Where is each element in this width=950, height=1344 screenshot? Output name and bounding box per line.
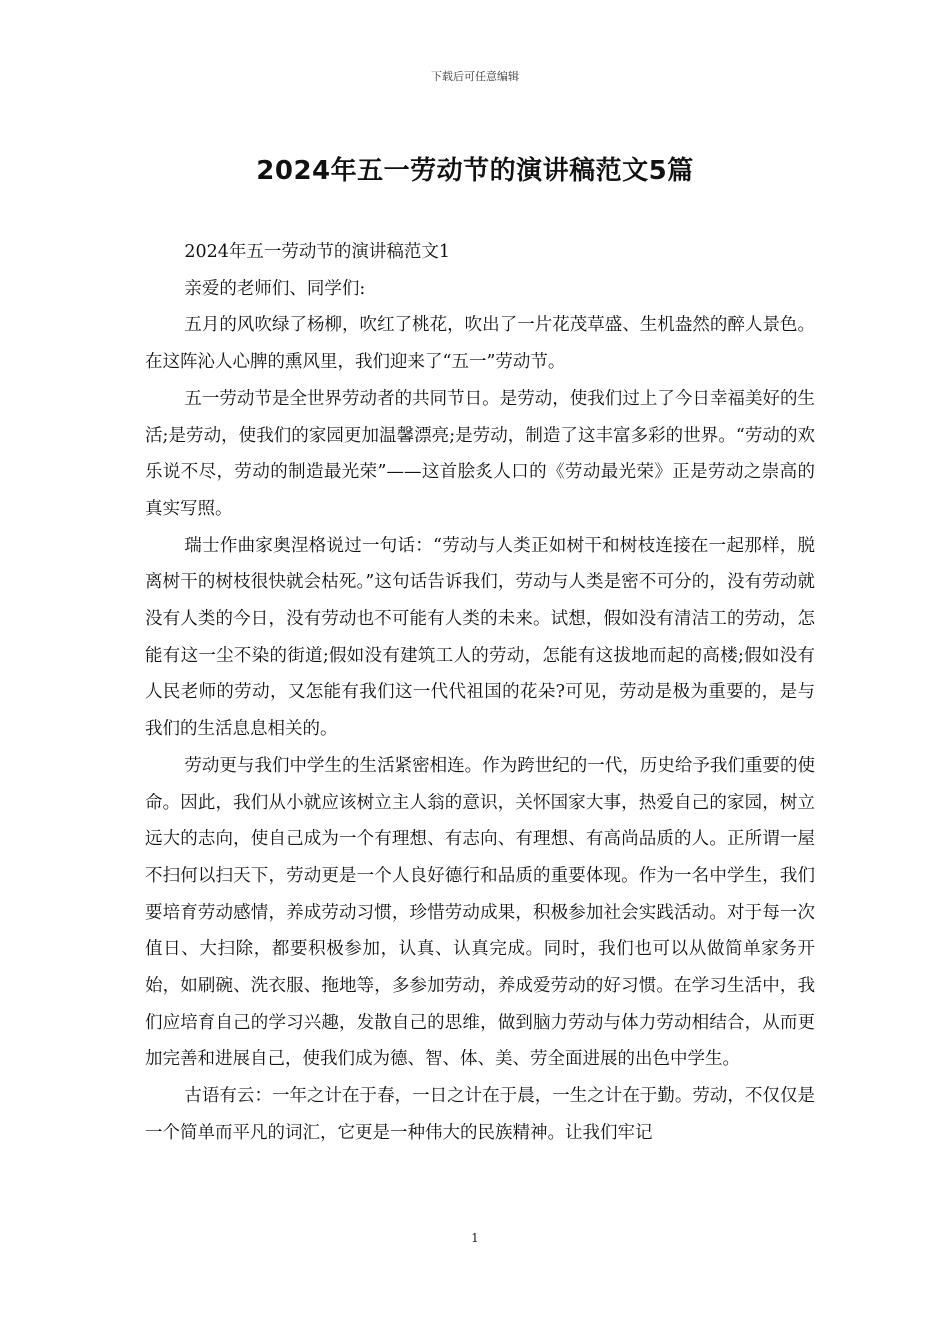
paragraph: 瑞士作曲家奥涅格说过一句话：“劳动与人类正如树干和树枝连接在一起那样，脱离树干的树枝很快就会枯死。”这句话告诉我们，劳动与人类是密不可分的，没有劳动就没有人类的今日，没有劳动也不可能有人类的未来。试想，假如没有清洁工的劳动，怎能有这一尘不染的街道;假如没有建筑工人的劳动，怎能有这拔地而起的高楼;假如没有人民老师的劳动，又怎能有我们这一代代祖国的花朵?可见，劳动是极为重要的，是与我们的生活息息相关的。 — [145, 535, 815, 740]
paragraph: 五一劳动节是全世界劳动者的共同节日。是劳动，使我们过上了今日幸福美好的生活;是劳动，使我们的家园更加温馨漂亮;是劳动，制造了这丰富多彩的世界。“劳动的欢乐说不尽，劳动的制造最光荣”——这首脍炙人口的《劳动最光荣》正是劳动之崇高的真实写照。 — [145, 388, 815, 519]
document-body — [145, 234, 815, 1152]
header-note: 下载后可任意编辑 — [431, 70, 519, 83]
page-number: 1 — [471, 1231, 479, 1245]
paragraph: 五月的风吹绿了杨柳，吹红了桃花，吹出了一片花茂草盛、生机盎然的醉人景色。在这阵沁人心脾的熏风里，我们迎来了“五一”劳动节。 — [145, 315, 815, 373]
document-title: 2024年五一劳动节的演讲稿范文5篇 — [256, 156, 694, 186]
paragraph: 古语有云：一年之计在于春，一日之计在于晨，一生之计在于勤。劳动，不仅仅是一个简单而平凡的词汇，它更是一种伟大的民族精神。让我们牢记 — [145, 1086, 815, 1143]
section-heading: 2024年五一劳动节的演讲稿范文1 — [184, 242, 451, 262]
salutation: 亲爱的老师们、同学们: — [184, 278, 366, 299]
paragraph: 劳动更与我们中学生的生活紧密相连。作为跨世纪的一代，历史给予我们重要的使命。因此，我们从小就应该树立主人翁的意识，关怀国家大事，热爱自己的家园，树立远大的志向，使自己成为一个有理想、有志向、有理想、有高尚品质的人。正所谓一屋不扫何以扫天下，劳动更是一个人良好德行和品质的重要体现。作为一名中学生，我们要培育劳动感情，养成劳动习惯，珍惜劳动成果，积极参加社会实践活动。对于每一次值日、大扫除，都要积极参加，认真、认真完成。同时，我们也可以从做简单家务开始，如刷碗、洗衣服、拖地等，多参加劳动，养成爱劳动的好习惯。在学习生活中，我们应培育自己的学习兴趣，发散自己的思维，做到脑力劳动与体力劳动相结合，从而更加完善和进展自己，使我们成为德、智、体、美、劳全面进展的出色中学生。 — [145, 755, 815, 1070]
